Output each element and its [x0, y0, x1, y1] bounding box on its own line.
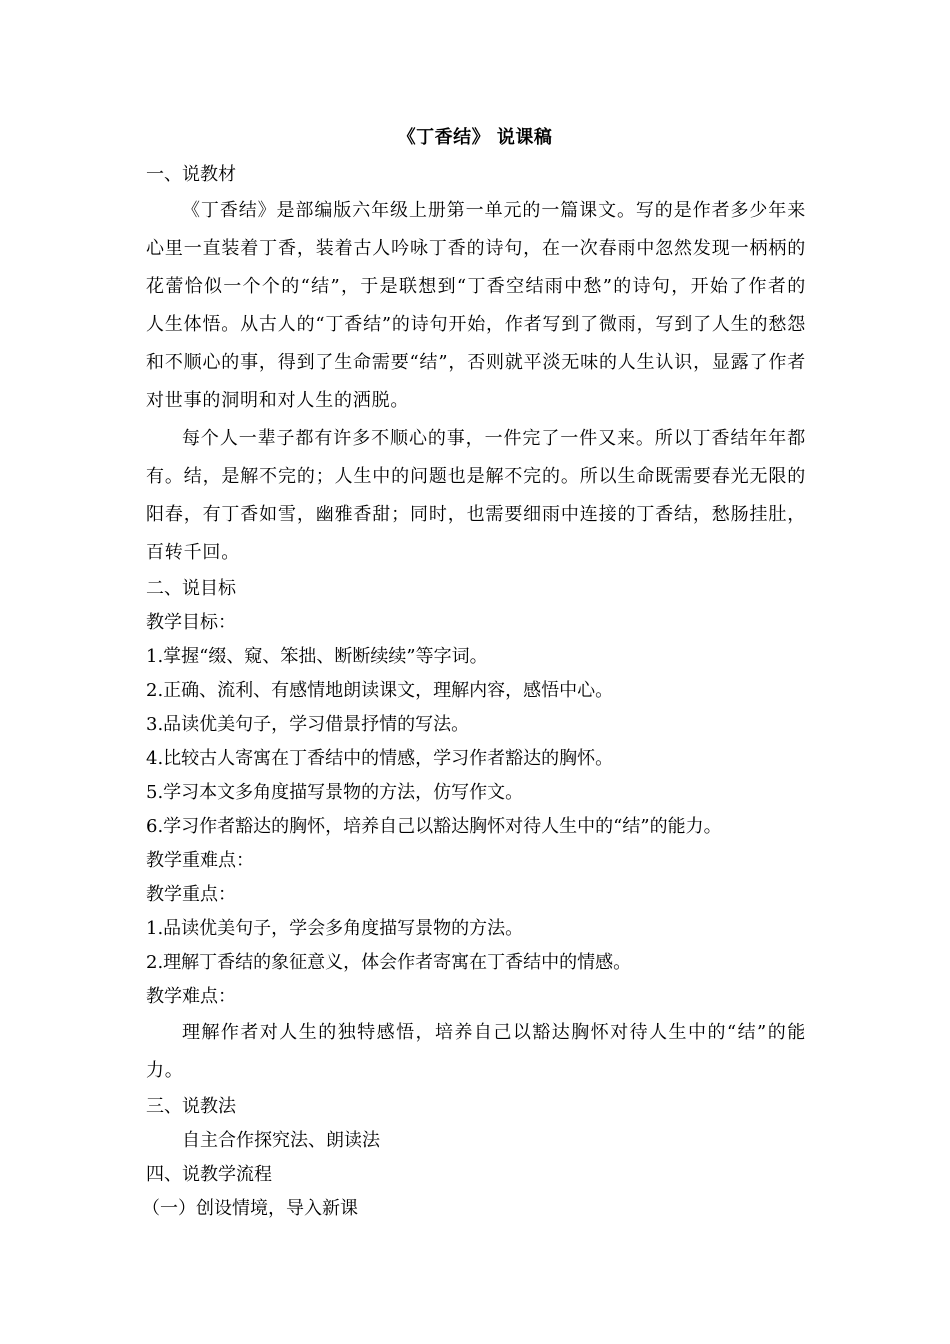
goals-label: 教学目标： — [146, 612, 236, 633]
key-point-item: 1.品读优美句子，学会多角度描写景物的方法。 — [146, 918, 524, 939]
key-difficult-label: 教学重难点： — [146, 850, 254, 871]
materials-paragraph-2: 每个人一辈子都有许多不顺心的事，一件完了一件又来。所以丁香结年年都有。结，是解不完的；人生中的问题也是解不完的。所以生命既需要春光无限的阳春，有丁香如雪，幽雅香甜；同时，也需要细雨中连接的丁香结，愁肠挂肚，百转千回。 — [146, 428, 806, 563]
difficult-points-label: 教学难点： — [146, 986, 236, 1007]
section-heading-methods: 三、说教法 — [146, 1096, 236, 1117]
methods-text: 自主合作探究法、朗读法 — [182, 1130, 380, 1151]
materials-paragraph-1: 《丁香结》是部编版六年级上册第一单元的一篇课文。写的是作者多少年来心里一直装着丁香，装着古人吟咏丁香的诗句，在一次春雨中忽然发现一柄柄的花蕾恰似一个个的“结”，于是联想到“丁香空结雨中愁”的诗句，开始了作者的人生体悟。从古人的“丁香结”的诗句开始，作者写到了微雨，写到了人生的愁怨和不顺心的事，得到了生命需要“结”，否则就平淡无味的人生认识，显露了作者对世事的洞明和对人生的洒脱。 — [146, 200, 806, 411]
goal-item: 1.掌握“缀、窥、笨拙、断断续续”等字词。 — [146, 646, 488, 667]
section-heading-goals: 二、说目标 — [146, 578, 236, 599]
goal-item: 2.正确、流利、有感情地朗读课文，理解内容，感悟中心。 — [146, 680, 614, 701]
goal-item: 6.学习作者豁达的胸怀，培养自己以豁达胸怀对待人生中的“结”的能力。 — [146, 816, 722, 837]
goal-item: 3.品读优美句子，学习借景抒情的写法。 — [146, 714, 470, 735]
document-title: 《丁香结》 说课稿 — [397, 127, 553, 148]
process-step-1: （一）创设情境，导入新课 — [142, 1198, 358, 1219]
key-points-label: 教学重点： — [146, 884, 236, 905]
section-heading-materials: 一、说教材 — [146, 164, 236, 185]
document-body — [142, 158, 806, 1226]
key-point-item: 2.理解丁香结的象征意义，体会作者寄寓在丁香结中的情感。 — [146, 952, 632, 973]
difficult-points-text: 理解作者对人生的独特感悟，培养自己以豁达胸怀对待人生中的“结”的能力。 — [146, 1022, 806, 1081]
goal-item: 5.学习本文多角度描写景物的方法，仿写作文。 — [146, 782, 524, 803]
goal-item: 4.比较古人寄寓在丁香结中的情感，学习作者豁达的胸怀。 — [146, 748, 614, 769]
section-heading-process: 四、说教学流程 — [146, 1164, 272, 1185]
